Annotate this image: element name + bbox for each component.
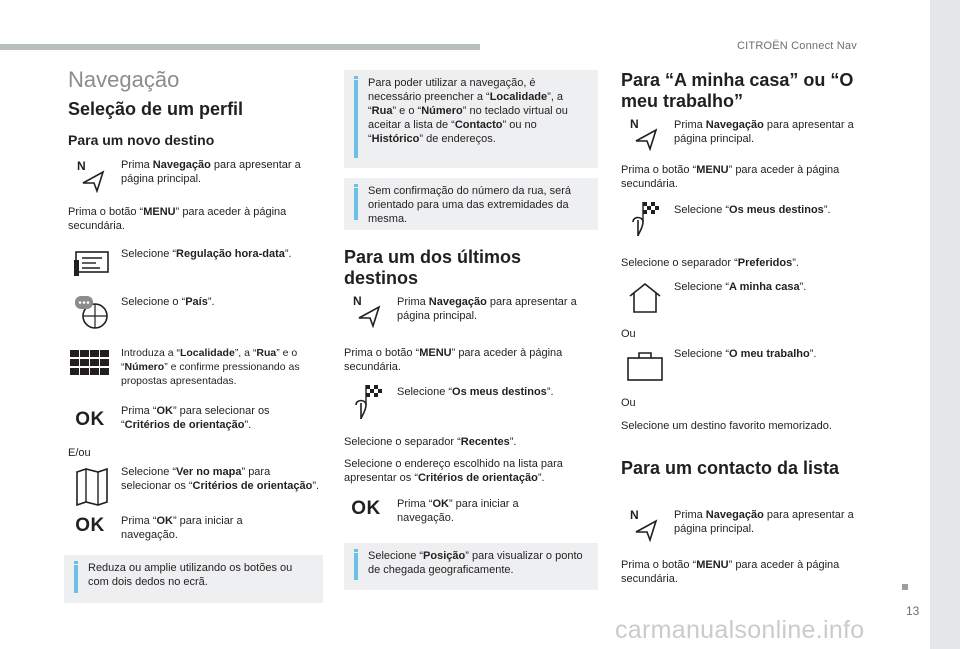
info-icon bbox=[354, 76, 358, 79]
ok-button-icon: OK bbox=[75, 409, 105, 430]
info-icon bbox=[354, 549, 358, 552]
end-of-section-mark bbox=[902, 584, 908, 590]
header-rule bbox=[0, 44, 480, 50]
svg-text:N: N bbox=[630, 117, 639, 131]
favorite-destination-instruction: Selecione um destino favorito memorizado. bbox=[621, 420, 832, 432]
and-or-label: E/ou bbox=[68, 447, 91, 459]
page-number: 13 bbox=[906, 604, 920, 618]
briefcase-icon bbox=[625, 345, 665, 385]
heading-contact-list: Para um contacto da lista bbox=[621, 458, 840, 478]
heading-profile: Seleção de um perfil bbox=[68, 99, 244, 119]
ok-button-icon: OK bbox=[75, 515, 105, 536]
section-title: Navegação bbox=[68, 67, 180, 92]
info-icon bbox=[74, 561, 78, 564]
heading-new-destination: Para um novo destino bbox=[68, 132, 215, 148]
checkered-flag-pin-icon bbox=[625, 200, 665, 240]
heading-home-work: Para “A minha casa” ou “O meu trabalho” bbox=[621, 70, 854, 111]
select-address-instruction: Selecione o endereço escolhido na lista para apresentar os “Critérios de orientação”. bbox=[344, 458, 563, 484]
globe-chat-icon bbox=[72, 292, 112, 332]
checkered-flag-pin-icon bbox=[348, 383, 388, 423]
svg-text:N: N bbox=[630, 508, 639, 522]
heading-recent-destinations: Para um dos últimos destinos bbox=[344, 247, 522, 288]
navigation-arrow-icon bbox=[348, 291, 388, 331]
info-box-street-number: Sem confirmação do número da rua, será orientado para uma das extremidades da mesma. bbox=[344, 178, 598, 230]
menu-instruction: Prima o botão “MENU” para aceder à página secundária. bbox=[621, 559, 840, 585]
info-icon bbox=[354, 184, 358, 187]
menu-instruction: Prima o botão “MENU” para aceder à página secundária. bbox=[68, 206, 287, 232]
navigation-arrow-icon bbox=[625, 114, 665, 154]
house-icon bbox=[625, 278, 665, 318]
date-time-settings-icon bbox=[72, 243, 112, 283]
folded-map-icon bbox=[72, 467, 112, 507]
navigation-arrow-icon bbox=[625, 505, 665, 545]
keyboard-grid-icon bbox=[70, 345, 110, 385]
info-box-position: Selecione “Posição” para visualizar o ponto de chegada geograficamente. bbox=[344, 543, 598, 590]
favorites-tab-instruction: Selecione o separador “Preferidos”. bbox=[621, 257, 799, 269]
ok-button-icon: OK bbox=[351, 498, 381, 519]
navigation-arrow-icon bbox=[72, 156, 112, 196]
menu-instruction: Prima o botão “MENU” para aceder à página secundária. bbox=[621, 164, 840, 190]
watermark: carmanualsonline.info bbox=[615, 616, 865, 644]
recent-tab-instruction: Selecione o separador “Recentes”. bbox=[344, 436, 517, 448]
side-strip bbox=[930, 0, 960, 649]
or-label: Ou bbox=[621, 397, 636, 409]
header-brand: CITROËN Connect Nav bbox=[737, 40, 857, 52]
info-box-zoom: Reduza ou amplie utilizando os botões ou com dois dedos no ecrã. bbox=[64, 555, 323, 603]
info-box-address: Para poder utilizar a navegação, é necessário preencher a “Localidade”, a “Rua” e o “Número” no teclado virtual ou aceitar a lista de “Contacto” ou no “Histórico” de endereços. bbox=[344, 70, 598, 168]
svg-text:N: N bbox=[77, 159, 86, 173]
menu-instruction: Prima o botão “MENU” para aceder à página secundária. bbox=[344, 347, 563, 373]
or-label: Ou bbox=[621, 328, 636, 340]
svg-text:N: N bbox=[353, 294, 362, 308]
